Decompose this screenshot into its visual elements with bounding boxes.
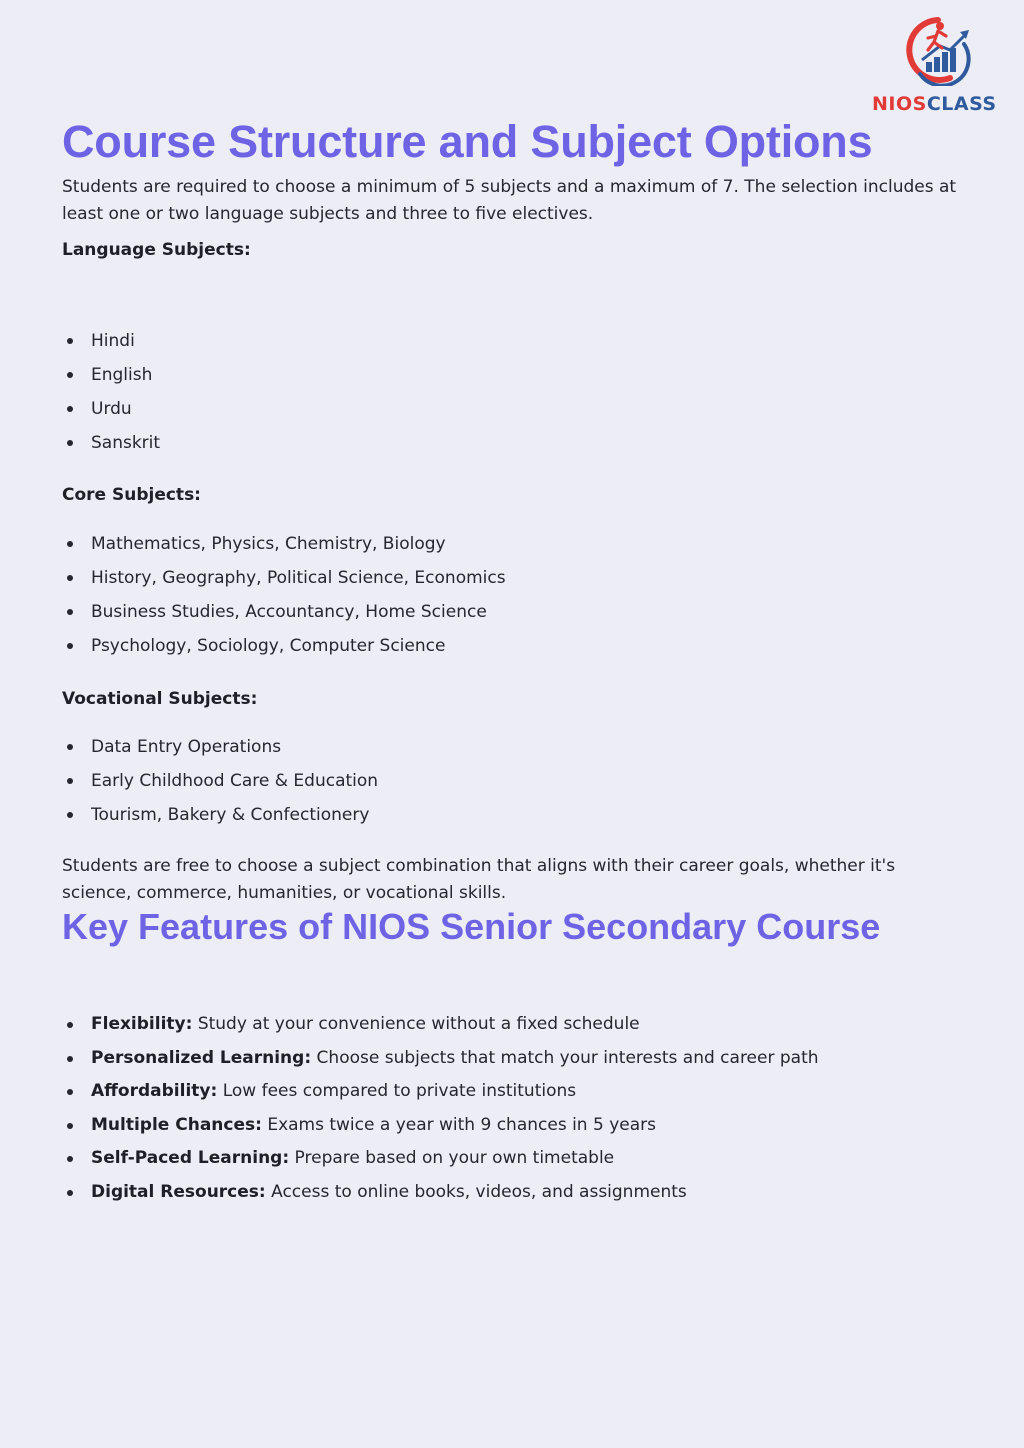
list-item [62,595,506,629]
bullet-icon [67,609,73,615]
list-item [62,561,506,595]
list-item-text: Sanskrit [91,433,161,453]
feature-text: Study at your convenience without a fixed schedule [192,1014,640,1034]
list-item-text: Hindi [91,331,135,351]
bullet-icon [67,778,73,784]
bullet-icon [67,1190,73,1196]
intro-paragraph: Students are required to choose a minimum of 5 subjects and a maximum of 7. The selection includes at least one or two language subjects and three to five electives. [62,177,957,224]
bullet-icon [67,440,73,446]
bullet-icon [67,372,73,378]
feature-key: Digital Resources: [91,1181,266,1202]
bullet-icon [67,812,73,818]
list-item-text: Tourism, Bakery & Confectionery [91,805,370,825]
list-item-text: Psychology, Sociology, Computer Science [91,636,446,656]
feature-item [62,1109,819,1143]
feature-item [62,1176,819,1210]
list-item [62,527,506,561]
feature-text: Low fees compared to private institutions [217,1081,577,1102]
bullet-icon [67,575,73,581]
bullet-icon [67,1156,73,1162]
key-features-title: Key Features of NIOS Senior Secondary Course [62,906,881,947]
logo-text-class: CLASS [926,93,997,115]
list-item [62,764,378,798]
list-item [62,629,506,663]
list-item-text: Early Childhood Care & Education [91,771,379,791]
feature-key: Self-Paced Learning: [91,1148,290,1169]
feature-item [62,1008,819,1042]
feature-text: Exams twice a year with 9 chances in 5 years [261,1114,656,1135]
feature-item [62,1075,819,1109]
bullet-icon [67,541,73,547]
list-item [62,392,160,426]
logo-text-nios: NIOS [872,93,927,115]
closing-paragraph: Students are free to choose a subject combination that aligns with their career goals, whether it's science, commerce, humanities, or vocational skills. [62,856,896,903]
feature-key: Affordability: [91,1081,218,1102]
core-subjects-list [62,527,506,663]
list-item [62,324,160,358]
bullet-icon [67,744,73,750]
bullet-icon [67,338,73,344]
bullet-icon [67,406,73,412]
language-subjects-list [62,324,160,460]
list-item-text: Business Studies, Accountancy, Home Science [91,602,487,622]
feature-item [62,1042,819,1076]
list-item [62,358,160,392]
feature-key: Multiple Chances: [91,1114,262,1135]
feature-text: Prepare based on your own timetable [289,1148,615,1169]
feature-key: Personalized Learning: [91,1047,312,1068]
feature-text: Access to online books, videos, and assignments [265,1181,687,1202]
list-item-text: Urdu [91,399,132,419]
bullet-icon [67,1089,73,1095]
list-item [62,730,378,764]
bullet-icon [67,1123,73,1129]
logo-text [872,93,997,115]
core-subjects-heading: Core Subjects: [62,485,201,505]
vocational-subjects-heading: Vocational Subjects: [62,689,258,709]
key-features-list [62,1008,819,1210]
language-subjects-heading: Language Subjects: [62,240,251,260]
list-item [62,426,160,460]
feature-text: Choose subjects that match your interests and career path [311,1047,819,1068]
feature-item [62,1142,819,1176]
running-figure-growth-chart-logo-icon [894,14,976,86]
list-item-text: History, Geography, Political Science, Economics [91,568,506,588]
bullet-icon [67,1056,73,1062]
list-item-text: English [91,365,153,385]
bullet-icon [67,643,73,649]
bullet-icon [67,1022,73,1028]
nios-class-logo [866,14,1004,118]
list-item [62,798,378,832]
course-structure-title: Course Structure and Subject Options [62,116,873,167]
feature-key: Flexibility: [91,1014,193,1034]
list-item-text: Data Entry Operations [91,737,282,757]
vocational-subjects-list [62,730,378,832]
list-item-text: Mathematics, Physics, Chemistry, Biology [91,534,446,554]
